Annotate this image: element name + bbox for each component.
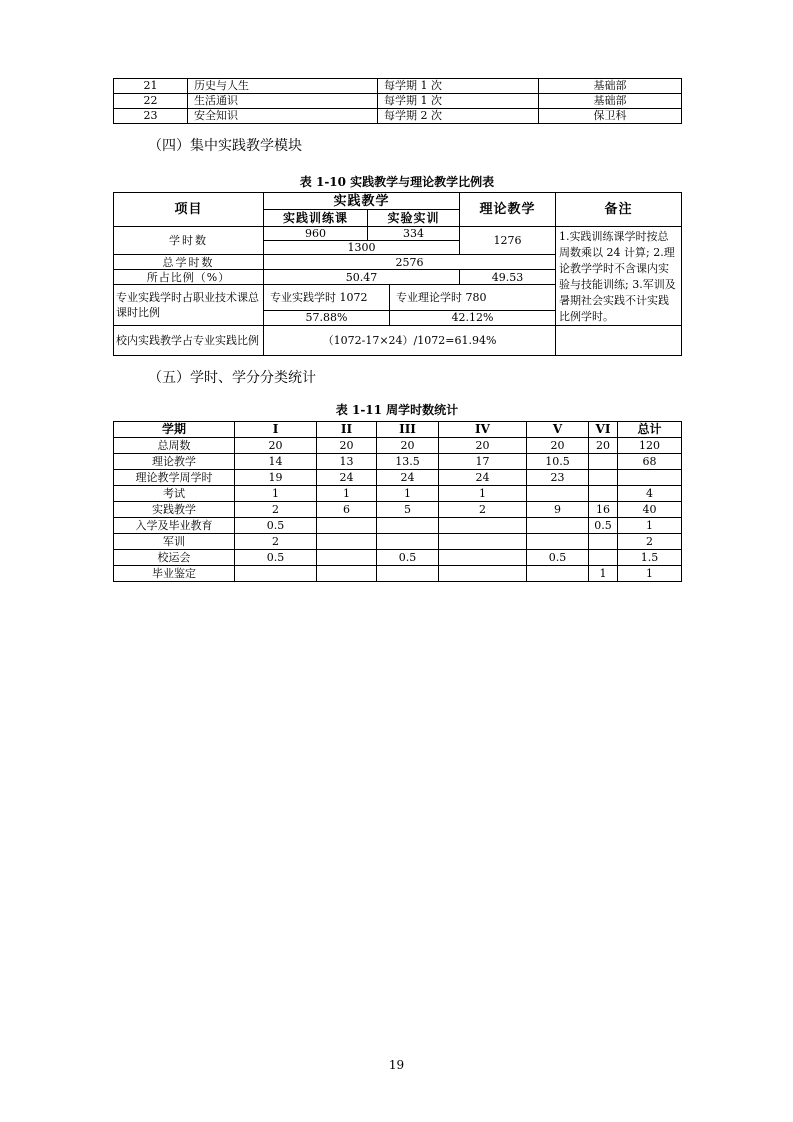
practice-ratio: 50.47 [264, 270, 460, 285]
table-cell: 40 [618, 502, 682, 518]
table-row [114, 486, 682, 502]
table-cell: 5 [377, 502, 439, 518]
major-theory-pct: 42.12% [390, 310, 556, 326]
col-header: III [377, 422, 439, 438]
header-training: 实践训练课 [264, 210, 368, 227]
responsible-dept: 保卫科 [539, 109, 682, 124]
table-row [114, 109, 682, 124]
table-row [114, 79, 682, 94]
table-cell: 1 [618, 518, 682, 534]
table-cell: 19 [235, 470, 317, 486]
table-row [114, 566, 682, 582]
row-number: 23 [114, 109, 188, 124]
table-cell [589, 486, 618, 502]
table-cell: 1 [377, 486, 439, 502]
table-cell [317, 566, 377, 582]
col-header: IV [439, 422, 527, 438]
row-label-major-ratio: 专业实践学时占职业技术课总课时比例 [114, 285, 264, 326]
row-label-total-hours: 总学时数 [114, 255, 264, 270]
empty-cell [556, 326, 682, 356]
table-cell: 13.5 [377, 454, 439, 470]
header-theory: 理论教学 [460, 193, 556, 227]
table-cell [439, 534, 527, 550]
table-caption-1-10: 表 1-10 实践教学与理论教学比例表 [299, 175, 495, 189]
table-cell: 14 [235, 454, 317, 470]
activity-name: 安全知识 [188, 109, 378, 124]
training-hours: 960 [264, 227, 368, 241]
table-cell: 20 [235, 438, 317, 454]
table-row [114, 534, 682, 550]
table-cell [527, 534, 589, 550]
table-cell: 20 [377, 438, 439, 454]
table-row [114, 454, 682, 470]
col-header: VI [589, 422, 618, 438]
activity-name: 生活通识 [188, 94, 378, 109]
table-row [114, 550, 682, 566]
table-cell [589, 534, 618, 550]
table-cell [317, 550, 377, 566]
header-item: 项目 [114, 193, 264, 227]
practice-hours-total: 1300 [264, 241, 460, 255]
table-cell: 1.5 [618, 550, 682, 566]
table-cell: 1 [317, 486, 377, 502]
table-row [114, 94, 682, 109]
table-cell [377, 518, 439, 534]
row-label: 理论教学 [114, 454, 235, 470]
table-cell [589, 470, 618, 486]
table-cell [439, 550, 527, 566]
row-label: 理论教学周学时 [114, 470, 235, 486]
total-hours-value: 2576 [264, 255, 556, 270]
activity-frequency: 每学期 1 次 [378, 94, 539, 109]
row-label-ratio: 所占比例（%） [114, 270, 264, 285]
table-row [114, 193, 682, 210]
table-cell: 1 [439, 486, 527, 502]
col-header: I [235, 422, 317, 438]
table-cell: 20 [527, 438, 589, 454]
table-cell [589, 550, 618, 566]
col-header: II [317, 422, 377, 438]
row-number: 22 [114, 94, 188, 109]
table-cell: 0.5 [589, 518, 618, 534]
activity-frequency: 每学期 1 次 [378, 79, 539, 94]
table-cell: 2 [439, 502, 527, 518]
table-cell: 17 [439, 454, 527, 470]
table-cell [317, 534, 377, 550]
activity-table [113, 78, 682, 124]
table-cell: 6 [317, 502, 377, 518]
activity-frequency: 每学期 2 次 [378, 109, 539, 124]
weekly-hours-table [113, 421, 682, 582]
header-practice: 实践教学 [264, 193, 460, 210]
table-cell [618, 470, 682, 486]
table-row [114, 502, 682, 518]
row-number: 21 [114, 79, 188, 94]
table-caption-1-11: 表 1-11 周学时数统计 [335, 403, 459, 417]
table-cell: 0.5 [235, 550, 317, 566]
theory-hours: 1276 [460, 227, 556, 255]
table-cell: 0.5 [377, 550, 439, 566]
row-label-campus-ratio: 校内实践教学占专业实践比例 [114, 326, 264, 356]
row-label: 校运会 [114, 550, 235, 566]
table-row [114, 326, 682, 356]
table-cell: 1 [235, 486, 317, 502]
table-cell: 120 [618, 438, 682, 454]
row-label: 实践教学 [114, 502, 235, 518]
lab-hours: 334 [368, 227, 460, 241]
header-lab: 实验实训 [368, 210, 460, 227]
table-cell: 4 [618, 486, 682, 502]
activity-name: 历史与人生 [188, 79, 378, 94]
table-cell: 1 [618, 566, 682, 582]
table-cell: 13 [317, 454, 377, 470]
table-cell [317, 518, 377, 534]
table-cell: 2 [235, 534, 317, 550]
table-cell: 9 [527, 502, 589, 518]
table-cell [527, 566, 589, 582]
major-theory-hours: 专业理论学时 780 [390, 285, 556, 311]
row-label: 入学及毕业教育 [114, 518, 235, 534]
row-label: 总周数 [114, 438, 235, 454]
table-cell [527, 518, 589, 534]
header-remark: 备注 [556, 193, 682, 227]
responsible-dept: 基础部 [539, 94, 682, 109]
table-row [114, 438, 682, 454]
theory-ratio: 49.53 [460, 270, 556, 285]
table-cell [527, 486, 589, 502]
col-header: 总计 [618, 422, 682, 438]
remark-notes: 1.实践训练课学时按总周数乘以 24 计算; 2.理论教学学时不含课内实验与技能训练; 3.军训及暑期社会实践不计实践比例学时。 [556, 227, 682, 326]
table-cell: 23 [527, 470, 589, 486]
table-cell [235, 566, 317, 582]
table-cell: 2 [618, 534, 682, 550]
table-cell [439, 518, 527, 534]
table-cell [377, 566, 439, 582]
table-cell: 24 [317, 470, 377, 486]
section-heading-4: （四）集中实践教学模块 [148, 138, 302, 154]
col-header: 学期 [114, 422, 235, 438]
page-number: 19 [388, 1058, 405, 1072]
table-cell: 0.5 [527, 550, 589, 566]
major-practice-hours: 专业实践学时 1072 [264, 285, 390, 311]
table-cell: 24 [377, 470, 439, 486]
row-label: 考试 [114, 486, 235, 502]
table-cell: 1 [589, 566, 618, 582]
table-cell: 20 [589, 438, 618, 454]
major-practice-pct: 57.88% [264, 310, 390, 326]
row-label: 毕业鉴定 [114, 566, 235, 582]
table-cell: 68 [618, 454, 682, 470]
section-heading-5: （五）学时、学分分类统计 [148, 370, 316, 386]
campus-ratio-value: （1072-17×24）/1072=61.94% [264, 326, 556, 356]
table-cell: 20 [317, 438, 377, 454]
table-cell [377, 534, 439, 550]
table-cell: 10.5 [527, 454, 589, 470]
practice-theory-ratio-table [113, 192, 682, 356]
table-cell [439, 566, 527, 582]
table-cell [589, 454, 618, 470]
table-cell: 2 [235, 502, 317, 518]
col-header: V [527, 422, 589, 438]
table-row [114, 470, 682, 486]
table-cell: 16 [589, 502, 618, 518]
responsible-dept: 基础部 [539, 79, 682, 94]
table-cell: 20 [439, 438, 527, 454]
row-label: 军训 [114, 534, 235, 550]
table-cell: 24 [439, 470, 527, 486]
row-label-hours: 学时数 [114, 227, 264, 255]
table-row [114, 518, 682, 534]
table-cell: 0.5 [235, 518, 317, 534]
table-header-row [114, 422, 682, 438]
table-row [114, 227, 682, 241]
